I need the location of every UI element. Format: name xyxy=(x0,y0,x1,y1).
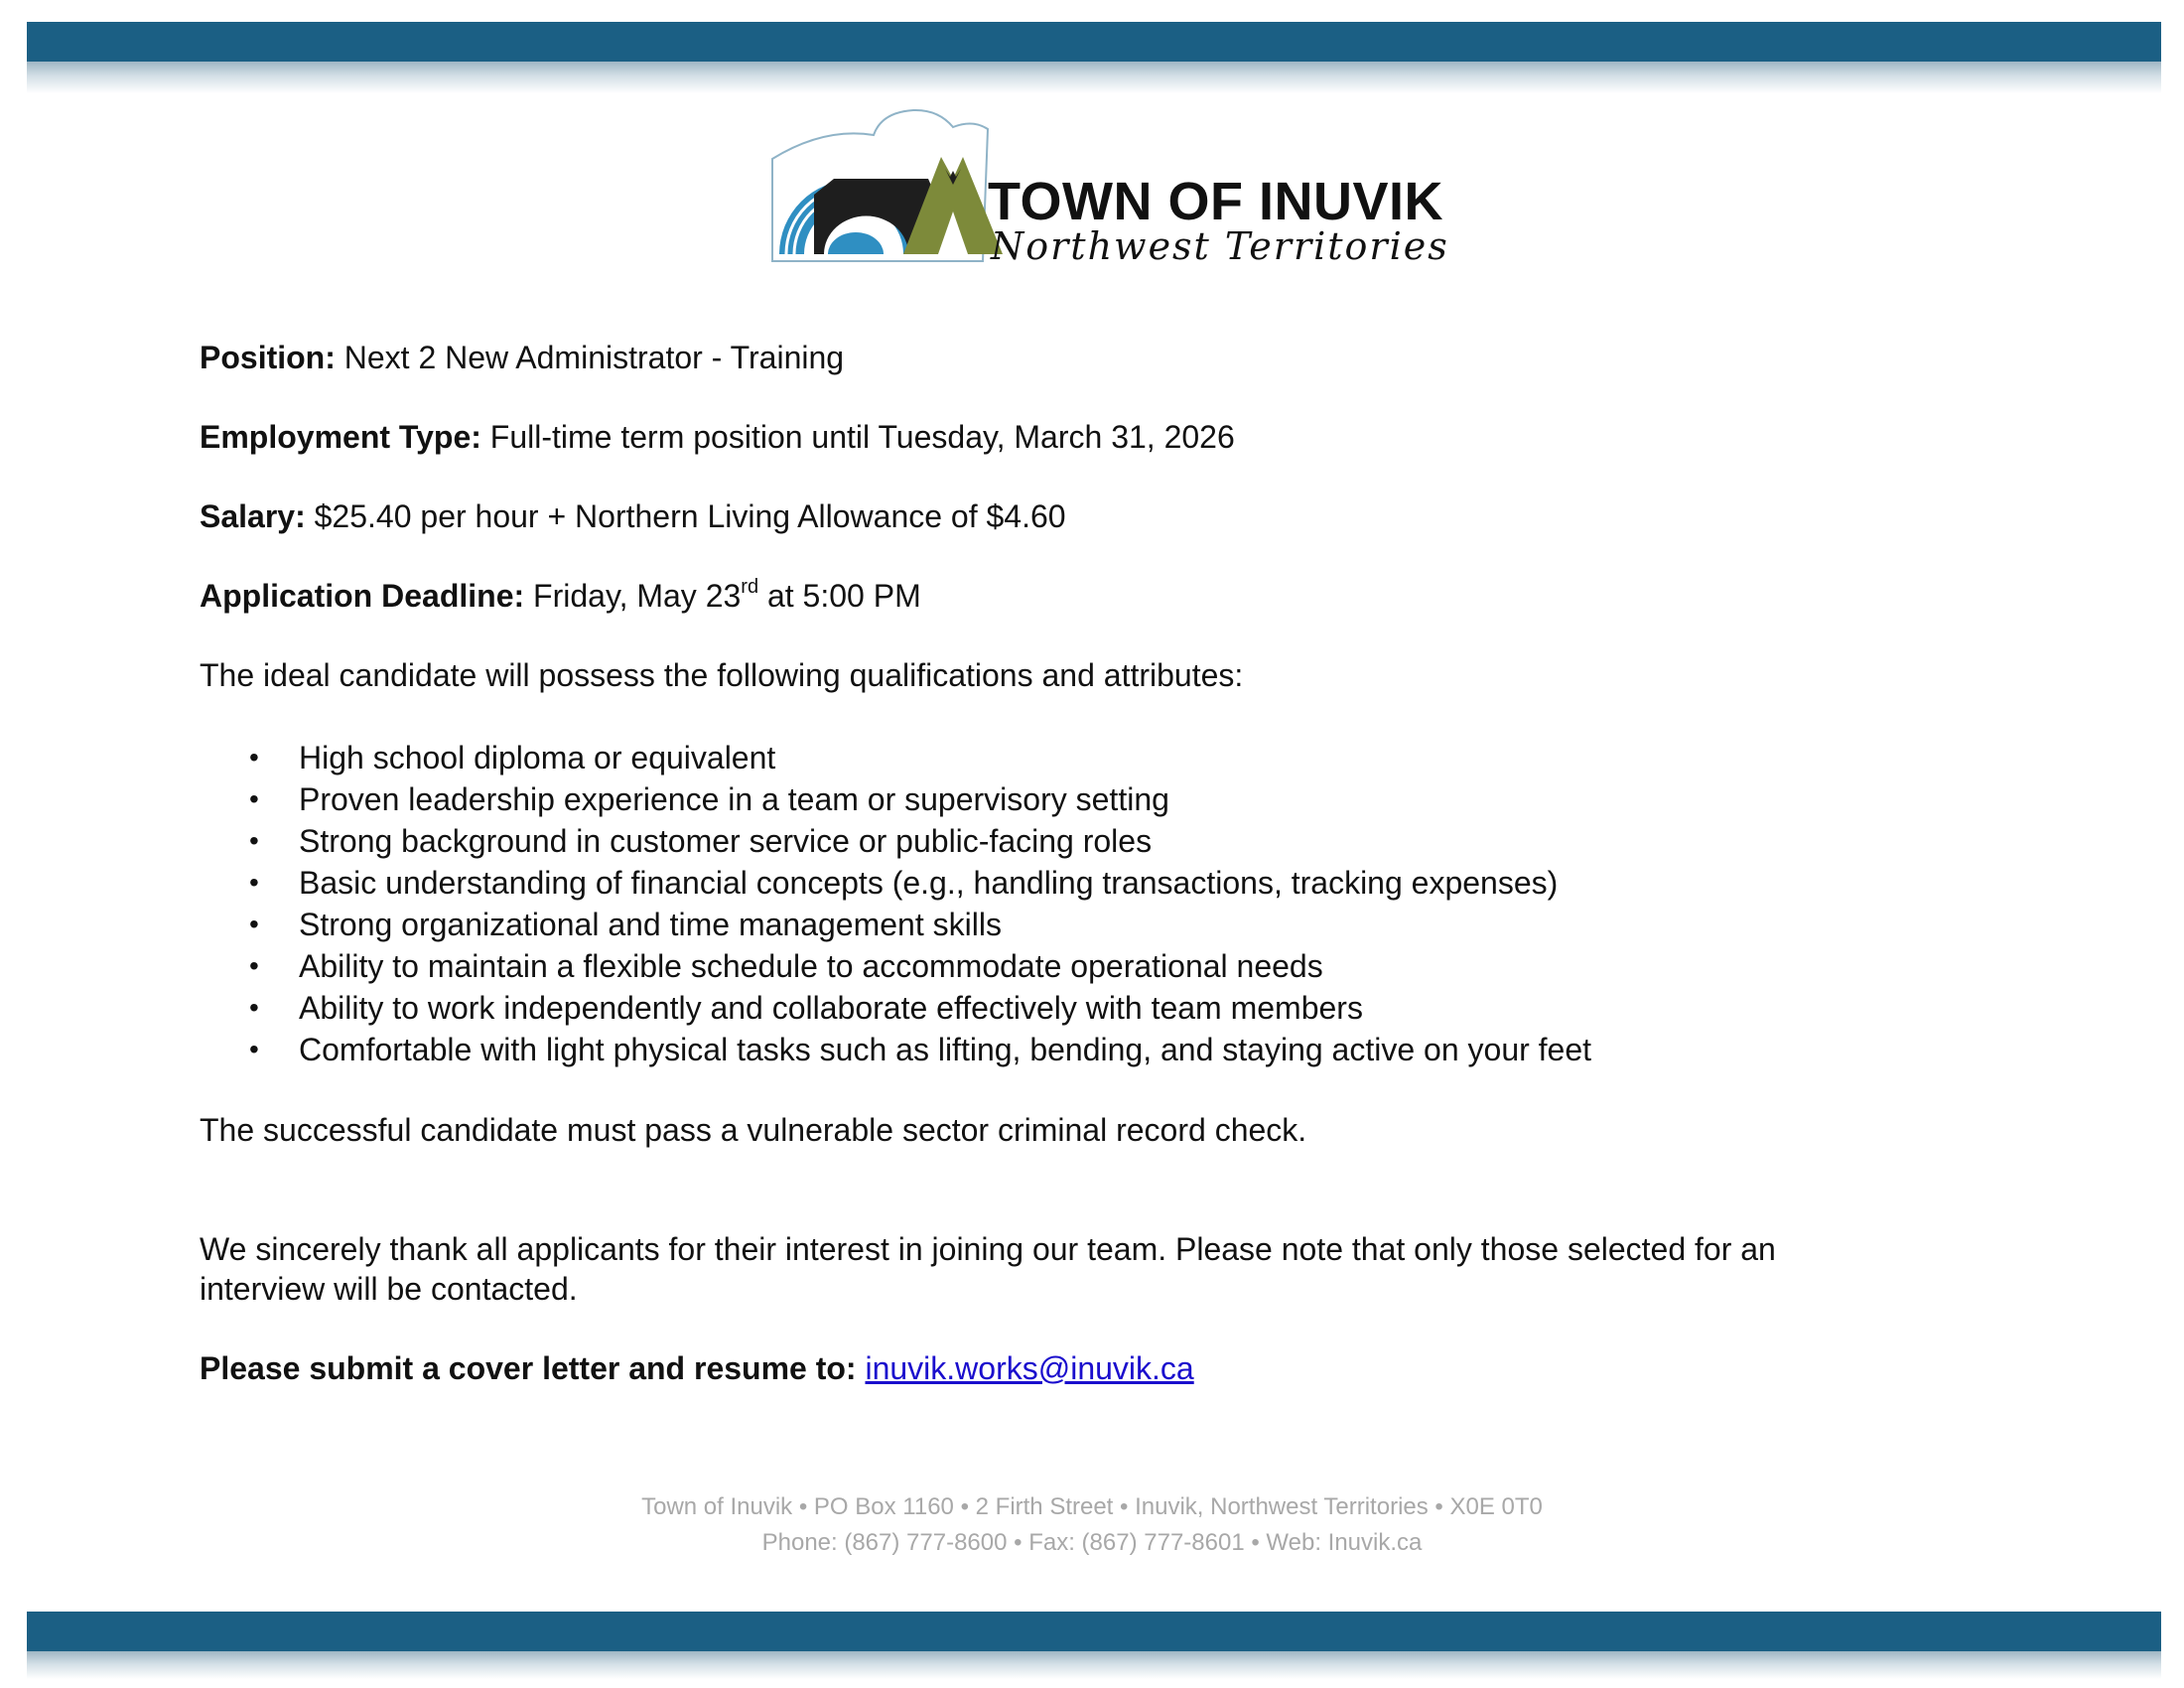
logo-title: TOWN OF INUVIK xyxy=(988,172,1443,231)
footer-address: Town of Inuvik • PO Box 1160 • 2 Firth Street • Inuvik, Northwest Territories • X0E 0T0 xyxy=(641,1493,1543,1520)
bullet-icon: • xyxy=(249,909,259,939)
employment-type-field xyxy=(200,417,2006,457)
bullet-icon: • xyxy=(249,867,259,898)
qualification-text: Ability to maintain a flexible schedule to accommodate operational needs xyxy=(299,948,1323,984)
footer-band-shadow xyxy=(27,1651,2161,1679)
list-item xyxy=(200,862,2006,904)
qualification-text: High school diploma or equivalent xyxy=(299,740,776,775)
logo-subtitle: Northwest Territories xyxy=(991,224,1449,268)
list-item xyxy=(200,778,2006,820)
footer-band xyxy=(27,1612,2161,1651)
qualifications-list xyxy=(200,737,2006,1070)
submit-label: Please submit a cover letter and resume to: xyxy=(200,1350,857,1386)
qualification-text: Strong organizational and time management skills xyxy=(299,907,1002,942)
header-band xyxy=(27,22,2161,62)
deadline-label: Application Deadline: xyxy=(200,578,525,614)
position-value: Next 2 New Administrator - Training xyxy=(335,340,845,375)
qualification-text: Basic understanding of financial concepts (e.g., handling transactions, tracking expenses) xyxy=(299,865,1559,901)
deadline-time: at 5:00 PM xyxy=(758,578,921,614)
submit-instructions xyxy=(200,1348,2006,1388)
employment-type-label: Employment Type: xyxy=(200,419,481,455)
list-item xyxy=(200,945,2006,987)
position-label: Position: xyxy=(200,340,336,375)
header-band-shadow xyxy=(27,62,2161,93)
record-check-statement: The successful candidate must pass a vulnerable sector criminal record check. xyxy=(200,1112,1307,1148)
bullet-icon: • xyxy=(249,825,259,856)
deadline-ordinal-suffix: rd xyxy=(741,576,759,598)
bullet-icon: • xyxy=(249,950,259,981)
position-field xyxy=(200,338,2006,377)
footer-contact xyxy=(0,1489,2184,1561)
salary-label: Salary: xyxy=(200,498,306,534)
deadline-field xyxy=(200,576,2006,616)
thank-you-statement: We sincerely thank all applicants for their interest in joining our team. Please note that only those selected for an interview will be contacted. xyxy=(200,1231,1776,1307)
qualification-text: Proven leadership experience in a team or supervisory setting xyxy=(299,781,1169,817)
employment-type-value: Full-time term position until Tuesday, March 31, 2026 xyxy=(480,419,1235,455)
bullet-icon: • xyxy=(249,1034,259,1064)
email-link[interactable]: inuvik.works@inuvik.ca xyxy=(865,1350,1194,1386)
deadline-value: Friday, May 23 xyxy=(524,578,742,614)
qualification-text: Comfortable with light physical tasks such as lifting, bending, and staying active on your feet xyxy=(299,1032,1592,1067)
job-posting-body xyxy=(200,338,2006,1388)
qualifications-intro: The ideal candidate will possess the following qualifications and attributes: xyxy=(200,657,1244,693)
salary-field xyxy=(200,496,2006,536)
qualification-text: Strong background in customer service or public-facing roles xyxy=(299,823,1153,859)
qualification-text: Ability to work independently and collaborate effectively with team members xyxy=(299,990,1363,1026)
list-item xyxy=(200,987,2006,1029)
bullet-icon: • xyxy=(249,783,259,814)
bullet-icon: • xyxy=(249,742,259,773)
footer-phone: Phone: (867) 777-8600 • Fax: (867) 777-8601 • Web: Inuvik.ca xyxy=(761,1529,1423,1556)
list-item xyxy=(200,904,2006,945)
list-item xyxy=(200,737,2006,778)
list-item xyxy=(200,820,2006,862)
bullet-icon: • xyxy=(249,992,259,1023)
salary-value: $25.40 per hour + Northern Living Allowance of $4.60 xyxy=(305,498,1066,534)
list-item xyxy=(200,1029,2006,1070)
